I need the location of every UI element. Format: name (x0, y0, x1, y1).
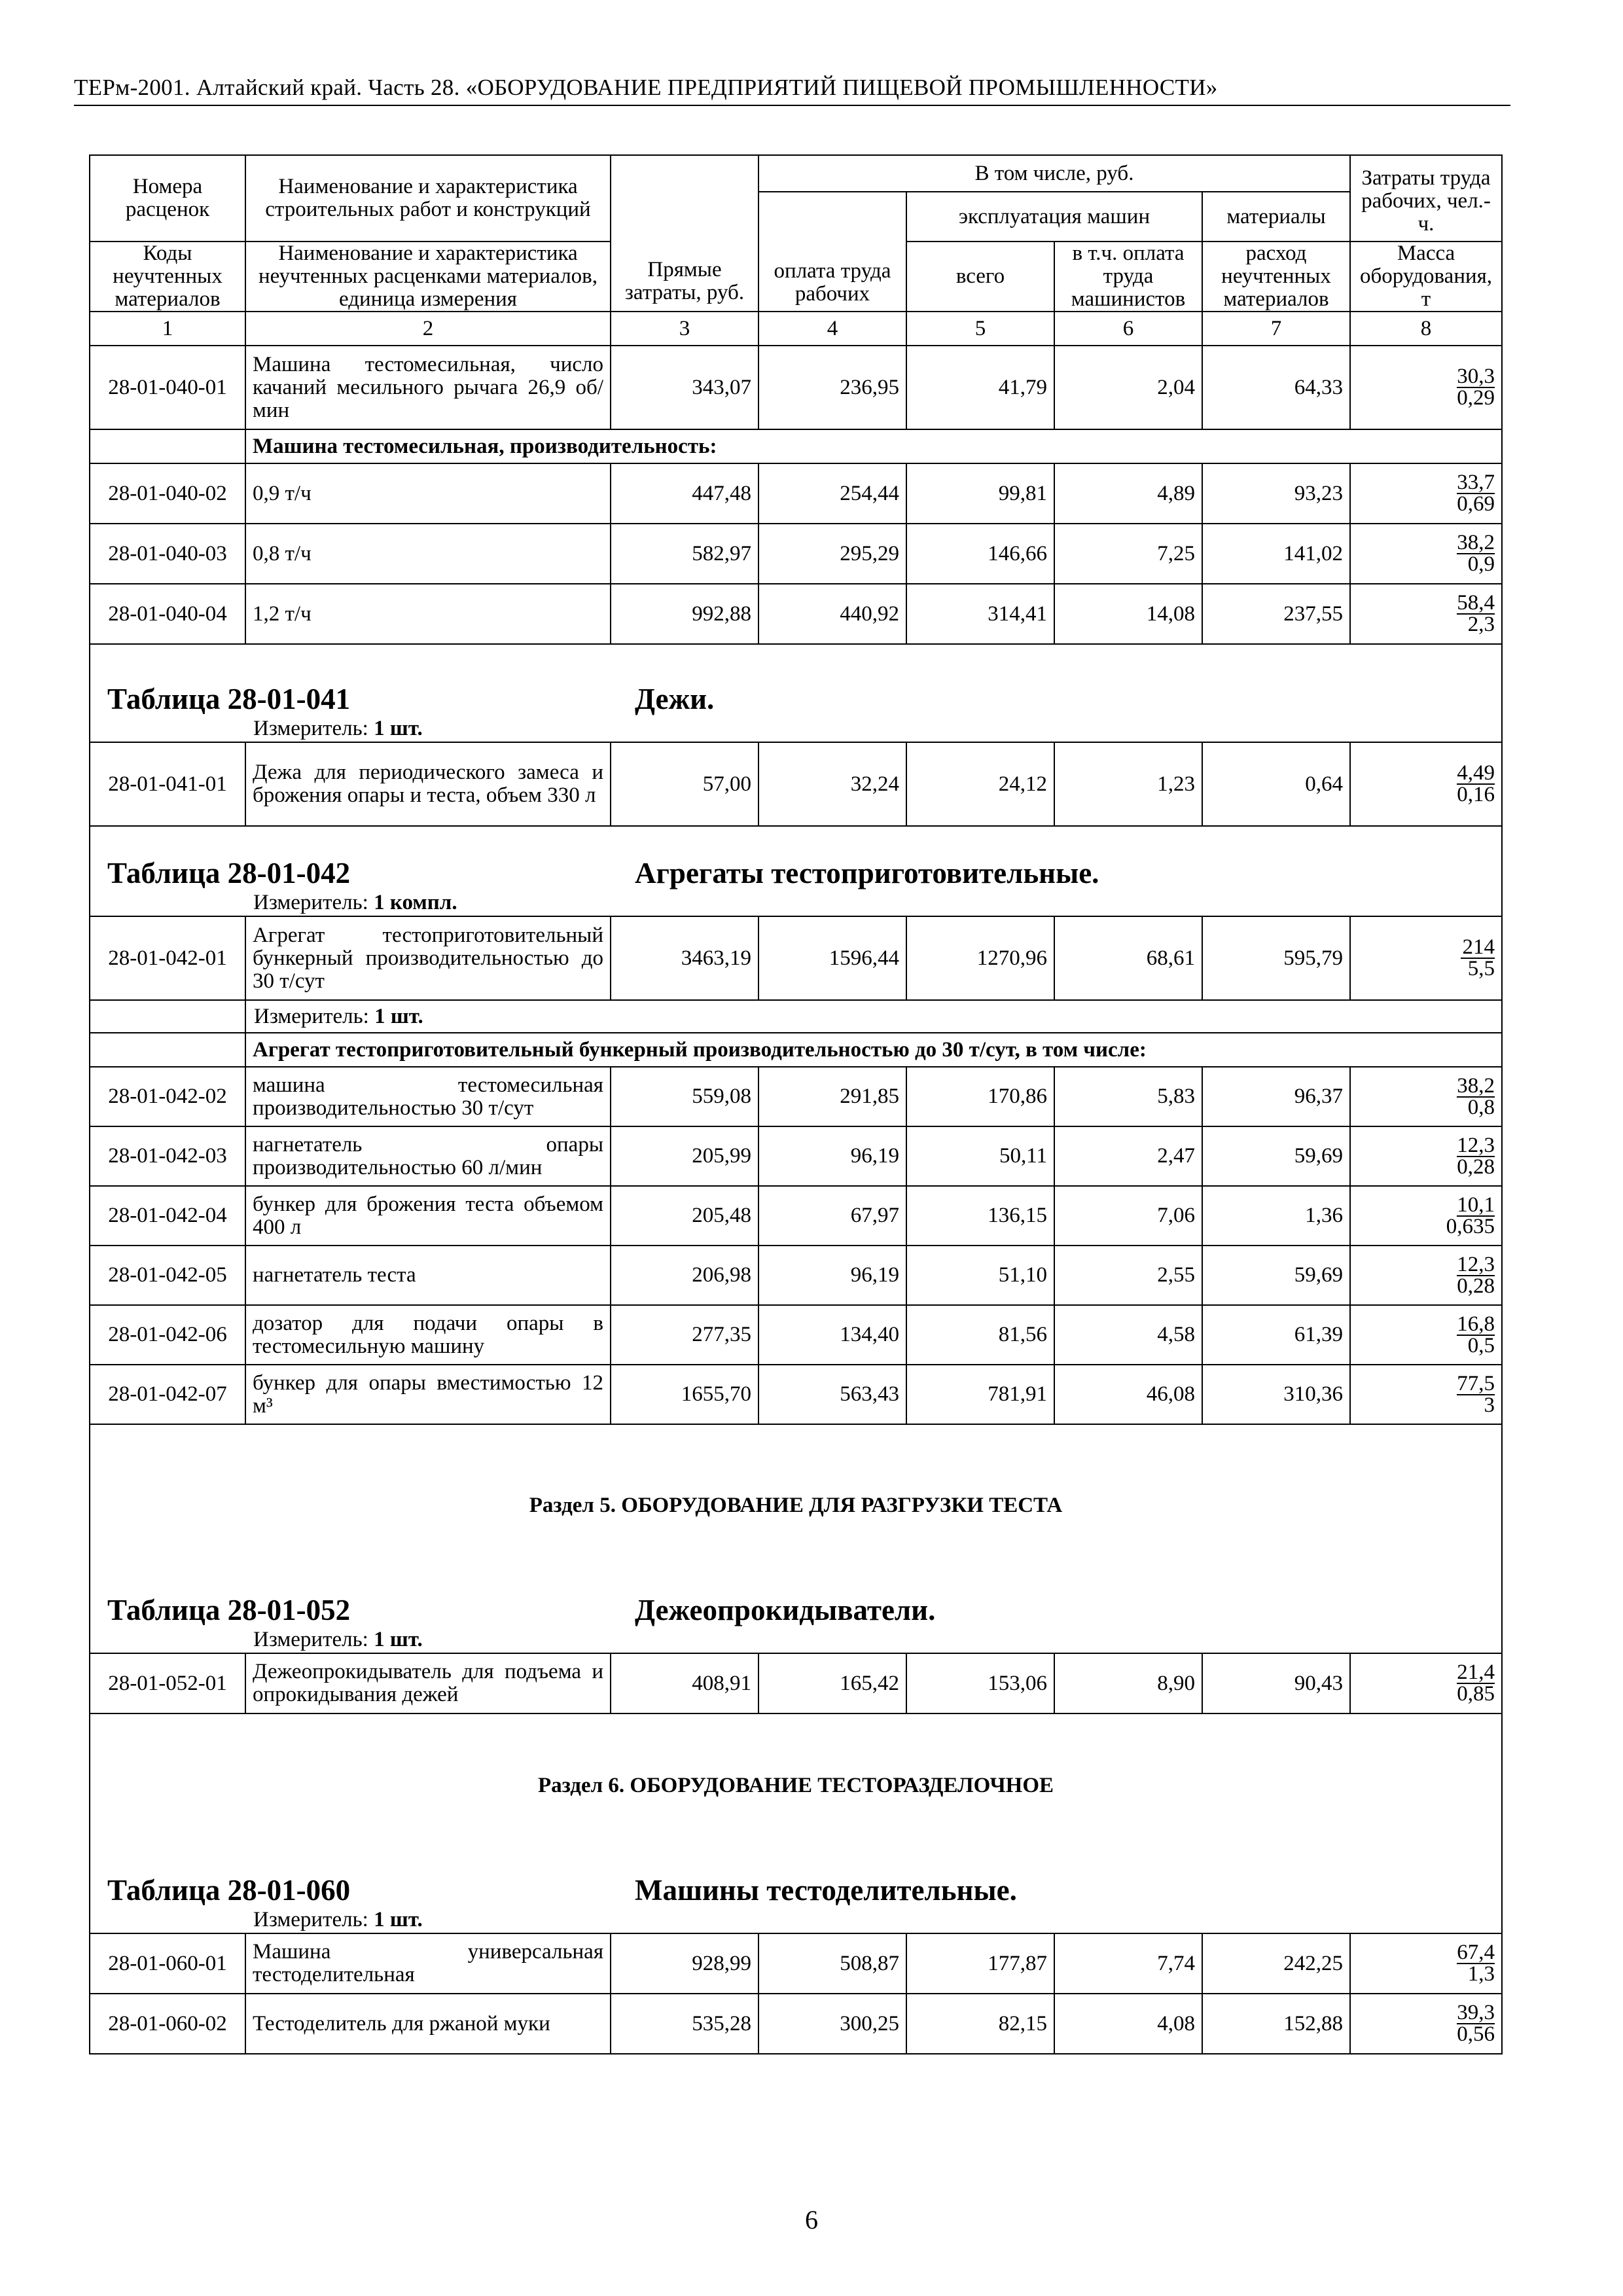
machines-total: 24,12 (906, 742, 1054, 826)
header-machines-labor: в т.ч. оплата труда машинистов (1054, 242, 1202, 312)
machines-total: 50,11 (906, 1126, 1054, 1186)
page-number: 6 (805, 2205, 818, 2234)
table-label: Таблица 28-01-042 (107, 857, 351, 889)
meas-label: Измеритель: (253, 1628, 368, 1651)
rate-code: 28-01-040-03 (90, 524, 245, 584)
labor-mass-fraction (1350, 346, 1502, 429)
machines-total: 170,86 (906, 1067, 1054, 1126)
table-label: Таблица 28-01-060 (107, 1874, 351, 1907)
rate-name: дозатор для подачи опары в тестомесильную машину (245, 1305, 611, 1365)
direct-costs: 3463,19 (611, 916, 758, 1000)
equipment-mass: 5,5 (1467, 957, 1495, 980)
labor-mass-fraction (1350, 1186, 1502, 1246)
labor-cost: 39,3 (1457, 2001, 1495, 2024)
labor-cost: 67,4 (1457, 1941, 1495, 1964)
equipment-mass: 0,8 (1467, 1095, 1495, 1119)
labor-mass-fraction (1350, 1246, 1502, 1305)
machines-labor-pay: 7,06 (1054, 1186, 1202, 1246)
labor-mass-fraction (1350, 1126, 1502, 1186)
materials: 0,64 (1202, 742, 1350, 826)
direct-costs: 559,08 (611, 1067, 758, 1126)
labor-pay: 508,87 (758, 1933, 906, 1994)
table-row (90, 1126, 1502, 1186)
table-name: Агрегаты тестоприготовительные. (635, 857, 1099, 889)
col-number: 2 (245, 312, 611, 346)
header-labor-cost: Затраты труда рабочих, чел.-ч. (1350, 155, 1502, 242)
meas-label: Измеритель: (254, 1004, 369, 1028)
machines-labor-pay: 2,04 (1054, 346, 1202, 429)
machines-total: 177,87 (906, 1933, 1054, 1994)
machines-labor-pay: 4,58 (1054, 1305, 1202, 1365)
rate-code: 28-01-042-06 (90, 1305, 245, 1365)
equipment-mass: 2,3 (1467, 613, 1495, 636)
meas-value: 1 шт. (374, 1004, 423, 1028)
labor-cost: 16,8 (1457, 1312, 1495, 1336)
rate-name: Машина тестомесильная, число качаний месильного рычага 26,9 об/мин (245, 346, 611, 429)
materials: 64,33 (1202, 346, 1350, 429)
machines-labor-pay: 1,23 (1054, 742, 1202, 826)
labor-pay: 67,97 (758, 1186, 906, 1246)
direct-costs: 535,28 (611, 1994, 758, 2054)
machines-total: 153,06 (906, 1653, 1054, 1713)
machines-labor-pay: 68,61 (1054, 916, 1202, 1000)
materials: 595,79 (1202, 916, 1350, 1000)
materials: 93,23 (1202, 463, 1350, 524)
machines-labor-pay: 7,25 (1054, 524, 1202, 584)
rate-code: 28-01-042-01 (90, 916, 245, 1000)
machines-labor-pay: 5,83 (1054, 1067, 1202, 1126)
machines-labor-pay: 2,55 (1054, 1246, 1202, 1305)
machines-labor-pay: 14,08 (1054, 584, 1202, 644)
machines-total: 99,81 (906, 463, 1054, 524)
rate-name: нагнетатель опары производительностью 60 л/мин (245, 1126, 611, 1186)
header-codes: Номера расценок (90, 155, 245, 242)
rate-code: 28-01-042-04 (90, 1186, 245, 1246)
labor-mass-fraction (1350, 1653, 1502, 1713)
equipment-mass: 0,16 (1457, 783, 1495, 806)
labor-cost: 4,49 (1457, 761, 1495, 785)
labor-cost: 21,4 (1457, 1660, 1495, 1684)
table-row (90, 524, 1502, 584)
rate-code: 28-01-040-01 (90, 346, 245, 429)
machines-total: 314,41 (906, 584, 1054, 644)
materials: 96,37 (1202, 1067, 1350, 1126)
machines-total: 1270,96 (906, 916, 1054, 1000)
header-direct-costs: Прямые затраты, руб. (611, 155, 758, 312)
header-name: Наименование и характеристика строительных работ и конструкций (245, 155, 611, 242)
equipment-mass: 0,85 (1457, 1682, 1495, 1706)
meas-label: Измеритель: (253, 1908, 368, 1931)
materials: 152,88 (1202, 1994, 1350, 2054)
labor-cost: 30,3 (1457, 365, 1495, 388)
machines-total: 136,15 (906, 1186, 1054, 1246)
labor-pay: 1596,44 (758, 916, 906, 1000)
direct-costs: 928,99 (611, 1933, 758, 1994)
meas-value: 1 компл. (374, 891, 457, 914)
col-number: 1 (90, 312, 245, 346)
rate-code: 28-01-042-02 (90, 1067, 245, 1126)
col-number: 6 (1054, 312, 1202, 346)
machines-total: 781,91 (906, 1365, 1054, 1424)
labor-pay: 295,29 (758, 524, 906, 584)
labor-mass-fraction (1350, 524, 1502, 584)
machines-labor-pay: 2,47 (1054, 1126, 1202, 1186)
labor-pay: 300,25 (758, 1994, 906, 2054)
labor-pay: 96,19 (758, 1126, 906, 1186)
table-row (90, 1365, 1502, 1424)
rate-name: 0,9 т/ч (245, 463, 611, 524)
direct-costs: 447,48 (611, 463, 758, 524)
labor-cost: 77,5 (1457, 1371, 1495, 1395)
header-mass: Масса оборудования, т (1350, 242, 1502, 312)
labor-mass-fraction (1350, 1994, 1502, 2054)
materials: 141,02 (1202, 524, 1350, 584)
labor-cost: 38,2 (1457, 1073, 1495, 1098)
equipment-mass: 0,56 (1457, 2022, 1495, 2046)
machines-labor-pay: 46,08 (1054, 1365, 1202, 1424)
header-materials-unaccounted: расход неучтенных материалов (1202, 242, 1350, 312)
labor-pay: 96,19 (758, 1246, 906, 1305)
materials: 1,36 (1202, 1186, 1350, 1246)
equipment-mass: 3 (1484, 1393, 1495, 1417)
rate-name: 1,2 т/ч (245, 584, 611, 644)
rate-name: Агрегат тестоприготовительный бункерный производительностью до 30 т/сут (245, 916, 611, 1000)
rate-code: 28-01-052-01 (90, 1653, 245, 1713)
table-row (90, 463, 1502, 524)
labor-cost: 58,4 (1457, 591, 1495, 615)
labor-cost: 12,3 (1457, 1252, 1495, 1276)
rate-code: 28-01-041-01 (90, 742, 245, 826)
group-heading: Машина тестомесильная, производительность: (245, 429, 1502, 463)
labor-pay: 563,43 (758, 1365, 906, 1424)
rate-code: 28-01-060-02 (90, 1994, 245, 2054)
labor-pay: 254,44 (758, 463, 906, 524)
rate-name: бункер для опары вместимостью 12 м³ (245, 1365, 611, 1424)
equipment-mass: 0,28 (1457, 1274, 1495, 1298)
col-number: 7 (1202, 312, 1350, 346)
table-name: Дежеопрокидыватели. (635, 1594, 936, 1626)
machines-labor-pay: 7,74 (1054, 1933, 1202, 1994)
labor-mass-fraction (1350, 1933, 1502, 1994)
table-row (90, 1246, 1502, 1305)
materials: 90,43 (1202, 1653, 1350, 1713)
table-row (90, 1653, 1502, 1713)
rate-name: нагнетатель теста (245, 1246, 611, 1305)
page-header: ТЕРм-2001. Алтайский край. Часть 28. «ОБОРУДОВАНИЕ ПРЕДПРИЯТИЙ ПИЩЕВОЙ ПРОМЫШЛЕННОСТИ» (74, 75, 1510, 106)
table-row (90, 1305, 1502, 1365)
equipment-mass: 1,3 (1467, 1962, 1495, 1986)
rate-name: машина тестомесильная производительностью 30 т/сут (245, 1067, 611, 1126)
labor-cost: 10,1 (1457, 1193, 1495, 1217)
materials: 59,69 (1202, 1246, 1350, 1305)
table-label: Таблица 28-01-041 (107, 683, 351, 715)
equipment-mass: 0,28 (1457, 1155, 1495, 1179)
rate-name: Тестоделитель для ржаной муки (245, 1994, 611, 2054)
rate-name: 0,8 т/ч (245, 524, 611, 584)
header-labor-pay: оплата труда рабочих (758, 192, 906, 312)
direct-costs: 343,07 (611, 346, 758, 429)
rate-code: 28-01-040-04 (90, 584, 245, 644)
labor-mass-fraction (1350, 584, 1502, 644)
materials: 237,55 (1202, 584, 1350, 644)
machines-total: 82,15 (906, 1994, 1054, 2054)
equipment-mass: 0,635 (1446, 1214, 1495, 1238)
rate-code: 28-01-042-07 (90, 1365, 245, 1424)
table-name: Машины тестоделительные. (635, 1874, 1017, 1907)
table-row (90, 1067, 1502, 1126)
machines-total: 51,10 (906, 1246, 1054, 1305)
labor-mass-fraction (1350, 1305, 1502, 1365)
labor-mass-fraction (1350, 742, 1502, 826)
equipment-mass: 0,69 (1457, 492, 1495, 516)
section-title: Раздел 6. ОБОРУДОВАНИЕ ТЕСТОРАЗДЕЛОЧНОЕ (90, 1766, 1502, 1805)
section-title: Раздел 5. ОБОРУДОВАНИЕ ДЛЯ РАЗГРУЗКИ ТЕСТА (90, 1486, 1502, 1525)
table-label: Таблица 28-01-052 (107, 1594, 351, 1626)
direct-costs: 408,91 (611, 1653, 758, 1713)
labor-pay: 291,85 (758, 1067, 906, 1126)
machines-labor-pay: 8,90 (1054, 1653, 1202, 1713)
materials: 59,69 (1202, 1126, 1350, 1186)
direct-costs: 206,98 (611, 1246, 758, 1305)
equipment-mass: 0,5 (1467, 1333, 1495, 1357)
labor-pay: 236,95 (758, 346, 906, 429)
labor-mass-fraction (1350, 1067, 1502, 1126)
header-machines: эксплуатация машин (906, 192, 1202, 242)
equipment-mass: 0,29 (1457, 386, 1495, 410)
labor-mass-fraction (1350, 916, 1502, 1000)
rate-code: 28-01-042-03 (90, 1126, 245, 1186)
meas-value: 1 шт. (374, 717, 423, 740)
col-number: 8 (1350, 312, 1502, 346)
direct-costs: 205,99 (611, 1126, 758, 1186)
col-number: 4 (758, 312, 906, 346)
labor-pay: 32,24 (758, 742, 906, 826)
rate-code: 28-01-060-01 (90, 1933, 245, 1994)
direct-costs: 582,97 (611, 524, 758, 584)
equipment-mass: 0,9 (1467, 552, 1495, 576)
direct-costs: 1655,70 (611, 1365, 758, 1424)
materials: 242,25 (1202, 1933, 1350, 1994)
header-incl: В том числе, руб. (758, 155, 1350, 192)
rate-name: Машина универсальная тестоделительная (245, 1933, 611, 1994)
rate-code: 28-01-040-02 (90, 463, 245, 524)
labor-cost: 214 (1461, 937, 1495, 959)
col-number: 5 (906, 312, 1054, 346)
materials: 310,36 (1202, 1365, 1350, 1424)
machines-total: 81,56 (906, 1305, 1054, 1365)
direct-costs: 57,00 (611, 742, 758, 826)
labor-pay: 165,42 (758, 1653, 906, 1713)
labor-mass-fraction (1350, 463, 1502, 524)
labor-pay: 440,92 (758, 584, 906, 644)
table-row (90, 1933, 1502, 1994)
meas-label: Измеритель: (253, 891, 368, 914)
table-row (90, 584, 1502, 644)
table-row (90, 1994, 1502, 2054)
meas-value: 1 шт. (374, 1628, 423, 1651)
rate-name: Дежеопрокидыватель для подъема и опрокидывания дежей (245, 1653, 611, 1713)
labor-cost: 38,2 (1457, 531, 1495, 554)
direct-costs: 992,88 (611, 584, 758, 644)
header-material-name: Наименование и характеристика неучтенных расценками материалов, единица измерения (245, 242, 611, 312)
labor-cost: 12,3 (1457, 1133, 1495, 1157)
labor-cost: 33,7 (1457, 471, 1495, 494)
table-row (90, 346, 1502, 429)
table-name: Дежи. (635, 683, 715, 715)
machines-total: 41,79 (906, 346, 1054, 429)
meas-label: Измеритель: (253, 717, 368, 740)
col-number: 3 (611, 312, 758, 346)
table-row (90, 742, 1502, 826)
labor-mass-fraction (1350, 1365, 1502, 1424)
header-machines-total: всего (906, 242, 1054, 312)
labor-pay: 134,40 (758, 1305, 906, 1365)
table-row (90, 916, 1502, 1000)
group-heading: Агрегат тестоприготовительный бункерный производительностью до 30 т/сут, в том числе: (245, 1033, 1502, 1067)
rate-name: бункер для брожения теста объемом 400 л (245, 1186, 611, 1246)
rate-name: Дежа для периодического замеса и брожения опары и теста, объем 330 л (245, 742, 611, 826)
rate-code: 28-01-042-05 (90, 1246, 245, 1305)
direct-costs: 205,48 (611, 1186, 758, 1246)
meas-value: 1 шт. (374, 1908, 423, 1931)
machines-total: 146,66 (906, 524, 1054, 584)
machines-labor-pay: 4,89 (1054, 463, 1202, 524)
header-material-codes: Коды неучтенных материалов (90, 242, 245, 312)
price-table (89, 154, 1503, 2054)
machines-labor-pay: 4,08 (1054, 1994, 1202, 2054)
table-row (90, 1186, 1502, 1246)
header-materials: материалы (1202, 192, 1350, 242)
materials: 61,39 (1202, 1305, 1350, 1365)
direct-costs: 277,35 (611, 1305, 758, 1365)
